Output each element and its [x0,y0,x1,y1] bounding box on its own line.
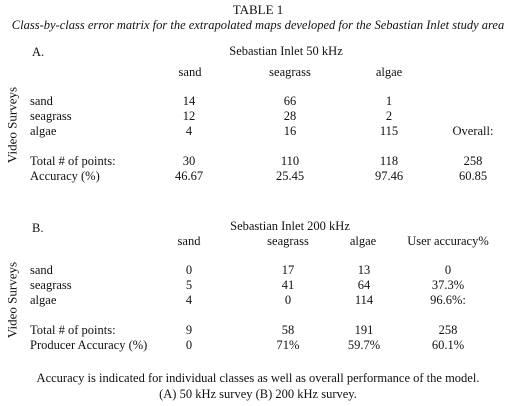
footer-line-1: Accuracy is indicated for individual classes as well as overall performance of the model. [36,371,480,385]
cell: 37.3% [431,278,465,292]
cell: 118 [379,154,399,168]
cell: 9 [185,323,193,337]
row-label: seagrass [30,109,72,123]
cell: 1 [385,94,393,108]
cell: 17 [281,263,295,277]
row-label: Accuracy (%) [30,169,100,183]
cell: 0 [284,293,292,307]
cell: 4 [185,124,193,138]
section-a-heading: Sebastian Inlet 50 kHz [229,44,343,58]
cell: 115 [379,124,399,138]
cell: 25.45 [275,169,305,183]
section-b-letter: B. [32,221,44,235]
overall-label: Overall: [452,124,494,138]
cell: 96.6%: [430,293,466,307]
section-a-col-sand: sand [178,65,202,79]
section-b-col-user-accuracy: User accuracy% [407,234,489,248]
cell: 60.85 [458,169,488,183]
cell: 46.67 [174,169,204,183]
row-label: seagrass [30,278,72,292]
cell: 0 [444,263,452,277]
cell: 0 [185,338,193,352]
cell: 30 [182,154,196,168]
section-a-col-seagrass: seagrass [269,65,311,79]
cell: 41 [281,278,295,292]
section-a-letter: A. [32,45,45,59]
cell: 258 [463,154,483,168]
table-title: TABLE 1 [232,2,284,17]
cell: 71% [276,338,300,352]
row-label: algae [30,124,57,138]
section-b-col-seagrass: seagrass [267,234,309,248]
cell: 110 [280,154,300,168]
cell: 59.7% [347,338,381,352]
row-label: Total # of points: [30,154,116,168]
cell: 64 [357,278,371,292]
section-a-side-label: Video Surveys [4,86,20,164]
cell: 5 [185,278,193,292]
cell: 13 [357,263,371,277]
section-a-col-algae: algae [375,65,403,79]
cell: 0 [185,263,193,277]
cell: 16 [283,124,297,138]
row-label: Total # of points: [30,323,116,337]
cell: 191 [354,323,374,337]
cell: 4 [185,293,193,307]
row-label: sand [30,263,53,277]
row-label: Producer Accuracy (%) [30,338,148,352]
cell: 66 [283,94,297,108]
section-b-col-algae: algae [349,234,377,248]
cell: 114 [354,293,374,307]
cell: 12 [182,109,196,123]
row-label: sand [30,94,53,108]
section-b-heading: Sebastian Inlet 200 kHz [230,219,350,233]
cell: 258 [438,323,458,337]
row-label: algae [30,293,57,307]
cell: 2 [385,109,393,123]
footer-line-2: (A) 50 kHz survey (B) 200 kHz survey. [159,387,357,401]
cell: 28 [283,109,297,123]
cell: 14 [182,94,196,108]
section-b-col-sand: sand [177,234,201,248]
section-b-side-label: Video Surveys [4,261,20,339]
cell: 58 [281,323,295,337]
table-caption: Class-by-class error matrix for the extrapolated maps developed for the Sebastian Inlet study area [11,18,505,32]
cell: 60.1% [431,338,465,352]
cell: 97.46 [374,169,404,183]
